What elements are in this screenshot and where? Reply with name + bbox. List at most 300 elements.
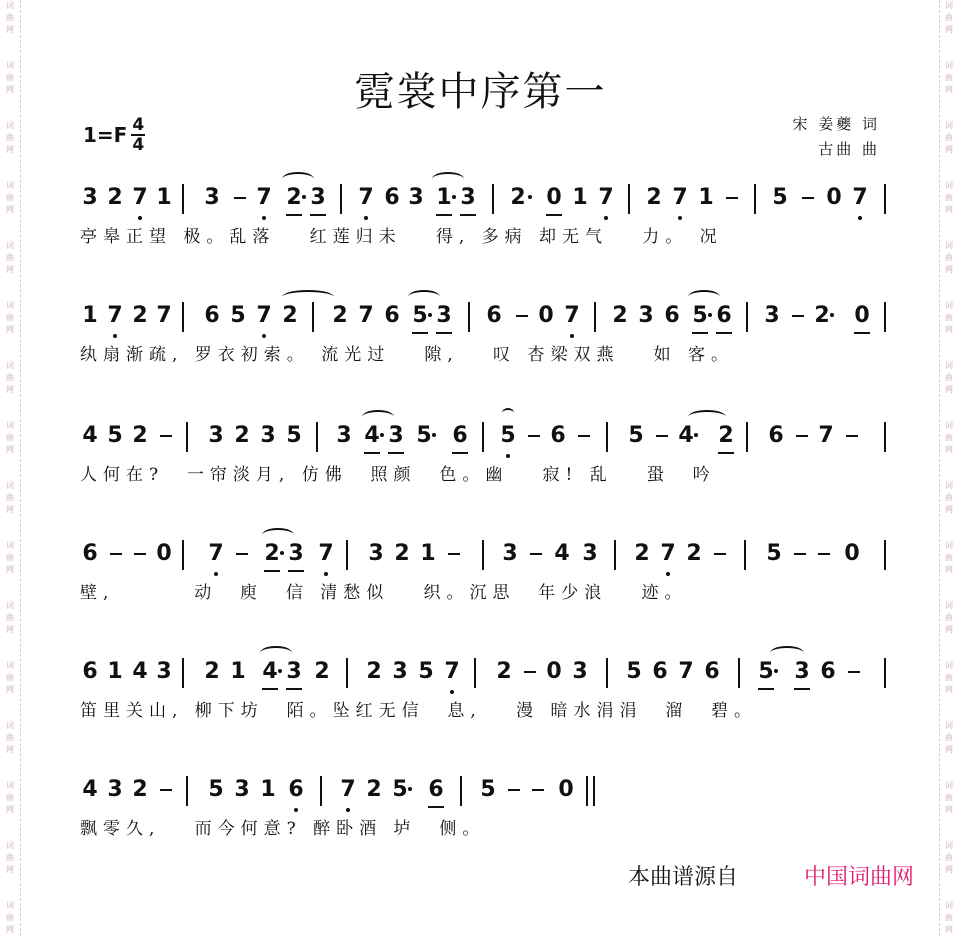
bar-line: [346, 540, 348, 570]
note: 5: [418, 659, 434, 684]
song-title: 霓裳中序第一: [354, 69, 607, 115]
note: 7: [678, 659, 694, 684]
note: 6: [82, 659, 98, 684]
note: 4: [362, 420, 382, 452]
time-signature: [131, 116, 145, 154]
note: 7: [596, 182, 616, 214]
bar-line: [186, 422, 188, 452]
note: 5: [756, 656, 776, 688]
watermark-char: 网: [945, 925, 953, 934]
note-dash: [794, 553, 806, 555]
watermark-mark: [2, 900, 18, 936]
bar-line: [482, 422, 484, 452]
note: 2: [510, 185, 526, 210]
watermark-mark: [941, 120, 957, 180]
note-dash: [714, 553, 726, 555]
watermark-char: 词: [6, 781, 14, 790]
note: 3: [156, 659, 172, 684]
lyricist-credit: 宋 姜夔 词: [792, 115, 880, 133]
note: 1: [260, 777, 276, 802]
bar-line: [492, 184, 494, 214]
bar-line: [320, 776, 322, 806]
watermark-char: 词: [945, 61, 953, 70]
lyrics-line: 飘零久, 而今何意? 醉卧酒 垆 侧。: [80, 819, 486, 839]
watermark-char: 词: [6, 601, 14, 610]
note: 3: [502, 541, 518, 566]
watermark-char: 曲: [945, 673, 953, 682]
tie-arc: [688, 410, 726, 424]
note: 3: [434, 300, 454, 332]
bar-line: [312, 302, 314, 332]
bar-line: [884, 302, 886, 332]
note: 2: [634, 541, 650, 566]
watermark-char: 网: [945, 685, 953, 694]
bar-line: [182, 184, 184, 214]
note: 3: [284, 656, 304, 688]
watermark-char: 词: [6, 541, 14, 550]
watermark-char: 网: [945, 205, 953, 214]
score-system: [0, 538, 961, 618]
note: 6: [486, 303, 502, 328]
note-dash: [818, 553, 830, 555]
time-bottom: 4: [132, 135, 145, 155]
watermark-char: 网: [6, 385, 14, 394]
note-dash: [236, 553, 248, 555]
note: 7: [206, 538, 226, 570]
note: 1: [107, 659, 123, 684]
watermark-char: 曲: [945, 313, 953, 322]
watermark-char: 曲: [6, 673, 14, 682]
watermark-char: 曲: [6, 733, 14, 742]
watermark-char: 网: [6, 445, 14, 454]
note-dash: [516, 315, 528, 317]
note: 0: [544, 182, 564, 214]
note: 5: [416, 423, 432, 448]
note: 3: [208, 423, 224, 448]
note-dash: [656, 435, 668, 437]
note: 5: [498, 420, 518, 452]
tie-arc: [260, 646, 292, 660]
watermark-char: 曲: [6, 433, 14, 442]
bar-line: [340, 184, 342, 214]
fermata-mark: [502, 408, 514, 418]
note: 6: [704, 659, 720, 684]
watermark-char: 曲: [945, 493, 953, 502]
lyrics-line: 人何在? 一帘淡月, 仿佛 照颜 色。幽 寂! 乱 蛩 吟: [80, 465, 716, 485]
note: 5: [230, 303, 246, 328]
note: 6: [82, 541, 98, 566]
watermark-char: 曲: [945, 613, 953, 622]
tie-arc: [432, 172, 464, 186]
note: 0: [852, 300, 872, 332]
watermark-char: 词: [6, 181, 14, 190]
watermark-char: 曲: [6, 553, 14, 562]
bar-line: [744, 540, 746, 570]
note: 7: [358, 303, 374, 328]
watermark-char: 曲: [6, 793, 14, 802]
watermark-char: 曲: [6, 853, 14, 862]
note-dash: [802, 197, 814, 199]
note-dash: [848, 671, 860, 673]
note: 3: [458, 182, 478, 214]
note: 6: [286, 774, 306, 806]
watermark-char: 网: [6, 685, 14, 694]
note: 4: [132, 659, 148, 684]
note: 2: [262, 538, 282, 570]
key-label: 1=F: [83, 123, 128, 147]
lyrics-line: 笛里关山, 柳下坊 陌。坠红无信 息, 漫 暗水涓涓 溜 碧。: [80, 701, 758, 721]
augmentation-dot: [380, 433, 384, 437]
note-dash: [528, 435, 540, 437]
note: 1: [82, 303, 98, 328]
watermark-char: 曲: [6, 613, 14, 622]
watermark-char: 网: [6, 265, 14, 274]
watermark-char: 网: [6, 865, 14, 874]
note: 3: [286, 538, 306, 570]
note: 2: [132, 777, 148, 802]
note: 3: [764, 303, 780, 328]
note: 2: [394, 541, 410, 566]
note: 3: [260, 423, 276, 448]
note: 3: [386, 420, 406, 452]
augmentation-dot: [428, 313, 432, 317]
note: 7: [316, 538, 336, 570]
bar-line: [606, 422, 608, 452]
note: 7: [356, 182, 376, 214]
watermark-char: 网: [6, 925, 14, 934]
watermark-char: 网: [945, 145, 953, 154]
note-dash: [508, 789, 520, 791]
score-system: [0, 182, 961, 262]
note: 0: [538, 303, 554, 328]
note: 3: [572, 659, 588, 684]
note: 1: [698, 185, 714, 210]
watermark-char: 曲: [945, 193, 953, 202]
augmentation-dot: [694, 433, 698, 437]
notation-line: [0, 182, 961, 222]
augmentation-dot: [774, 669, 778, 673]
bar-line: [182, 302, 184, 332]
watermark-char: 词: [945, 181, 953, 190]
lyrics-line: 壁, 动 庾 信 清愁似 织。沉思 年少浪 迹。: [80, 583, 688, 603]
note: 2: [366, 777, 382, 802]
notation-line: [0, 300, 961, 340]
note: 6: [820, 659, 836, 684]
note-dash: [234, 197, 246, 199]
watermark-char: 网: [6, 145, 14, 154]
note: 3: [408, 185, 424, 210]
watermark-char: 网: [945, 505, 953, 514]
watermark-mark: [941, 900, 957, 936]
tie-arc: [770, 646, 804, 660]
note: 3: [308, 182, 328, 214]
bar-line: [346, 658, 348, 688]
notation-line: [0, 420, 961, 460]
note-dash: [532, 789, 544, 791]
bar-line: [460, 776, 462, 806]
note: 2: [314, 659, 330, 684]
watermark-char: 词: [945, 661, 953, 670]
watermark-char: 网: [945, 805, 953, 814]
watermark-char: 词: [945, 421, 953, 430]
watermark-char: 词: [945, 601, 953, 610]
watermark-mark: [941, 0, 957, 60]
tie-arc: [408, 290, 440, 304]
watermark-char: 曲: [6, 373, 14, 382]
note: 3: [638, 303, 654, 328]
notation-line: [0, 656, 961, 696]
note: 4: [82, 777, 98, 802]
watermark-char: 曲: [945, 373, 953, 382]
bar-line: [884, 540, 886, 570]
note: 5: [107, 423, 123, 448]
credits: [760, 112, 880, 162]
score-system: [0, 656, 961, 736]
watermark-char: 词: [6, 361, 14, 370]
watermark-char: 词: [945, 121, 953, 130]
watermark-char: 词: [6, 721, 14, 730]
bar-line: [474, 658, 476, 688]
note: 7: [338, 774, 358, 806]
watermark-char: 曲: [6, 193, 14, 202]
note: 2: [646, 185, 662, 210]
watermark-char: 曲: [6, 253, 14, 262]
augmentation-dot: [452, 195, 456, 199]
watermark-char: 网: [6, 25, 14, 34]
note: 5: [628, 423, 644, 448]
watermark-char: 网: [6, 325, 14, 334]
note: 2: [132, 423, 148, 448]
note-dash: [792, 315, 804, 317]
note: 6: [714, 300, 734, 332]
note: 5: [480, 777, 496, 802]
note: 6: [664, 303, 680, 328]
time-top: 4: [132, 115, 145, 135]
note: 0: [546, 659, 562, 684]
note: 7: [130, 182, 150, 214]
augmentation-dot: [280, 551, 284, 555]
watermark-char: 曲: [945, 433, 953, 442]
note: 6: [652, 659, 668, 684]
note: 2: [612, 303, 628, 328]
bar-line: [754, 184, 756, 214]
augmentation-dot: [432, 433, 436, 437]
watermark-char: 曲: [6, 73, 14, 82]
watermark-char: 网: [6, 565, 14, 574]
watermark-char: 词: [945, 721, 953, 730]
note-dash: [134, 553, 146, 555]
note: 7: [658, 538, 678, 570]
watermark-char: 曲: [945, 853, 953, 862]
note: 2: [814, 303, 830, 328]
note-dash: [796, 435, 808, 437]
note: 2: [132, 303, 148, 328]
note: 1: [434, 182, 454, 214]
note: 0: [826, 185, 842, 210]
score-system: [0, 774, 961, 854]
note: 3: [582, 541, 598, 566]
note: 6: [384, 303, 400, 328]
bar-line: [468, 302, 470, 332]
bar-line: [884, 658, 886, 688]
note: 3: [82, 185, 98, 210]
note: 2: [496, 659, 512, 684]
source-label: 本曲谱源自: [628, 865, 739, 890]
watermark-char: 网: [945, 385, 953, 394]
bar-line: [746, 302, 748, 332]
watermark-char: 曲: [945, 793, 953, 802]
note-dash: [530, 553, 542, 555]
note: 5: [766, 541, 782, 566]
bar-line: [182, 540, 184, 570]
watermark-char: 曲: [6, 913, 14, 922]
watermark-char: 网: [945, 565, 953, 574]
watermark-mark: [2, 0, 18, 60]
tie-arc: [362, 410, 394, 424]
watermark-char: 词: [945, 241, 953, 250]
watermark-char: 词: [945, 1, 953, 10]
watermark-char: 词: [6, 421, 14, 430]
note: 3: [792, 656, 812, 688]
note: 5: [392, 777, 408, 802]
score-system: [0, 420, 961, 500]
bar-line: [482, 540, 484, 570]
watermark-char: 曲: [945, 733, 953, 742]
site-link[interactable]: 中国词曲网: [804, 865, 915, 890]
watermark-char: 词: [945, 361, 953, 370]
bar-line: [606, 658, 608, 688]
note: 7: [254, 182, 274, 214]
note: 2: [204, 659, 220, 684]
note: 4: [260, 656, 280, 688]
note-dash: [160, 435, 172, 437]
note: 4: [678, 423, 694, 448]
note-dash: [110, 553, 122, 555]
note-dash: [448, 553, 460, 555]
augmentation-dot: [830, 313, 834, 317]
note: 2: [686, 541, 702, 566]
note: 1: [420, 541, 436, 566]
watermark-char: 网: [945, 325, 953, 334]
note: 3: [204, 185, 220, 210]
note: 5: [208, 777, 224, 802]
note: 3: [392, 659, 408, 684]
tie-arc: [262, 528, 294, 542]
note: 7: [156, 303, 172, 328]
lyrics-line: 纨扇渐疏, 罗衣初索。 流光过 隙, 叹 杏梁双燕 如 客。: [80, 345, 735, 365]
bar-line: [186, 776, 188, 806]
note-dash: [160, 789, 172, 791]
note-dash: [726, 197, 738, 199]
lyrics-line: 亭皋正望 极。乱落 红莲归未 得, 多病 却无气 力。 况: [80, 227, 723, 247]
bar-line: [884, 184, 886, 214]
final-bar-line: [586, 776, 595, 806]
note: 1: [156, 185, 172, 210]
note: 3: [336, 423, 352, 448]
watermark-char: 词: [6, 61, 14, 70]
watermark-char: 词: [6, 841, 14, 850]
augmentation-dot: [278, 669, 282, 673]
note: 7: [850, 182, 870, 214]
note: 6: [426, 774, 446, 806]
watermark-char: 词: [945, 301, 953, 310]
note: 2: [332, 303, 348, 328]
watermark-char: 曲: [945, 913, 953, 922]
bar-line: [316, 422, 318, 452]
note: 4: [554, 541, 570, 566]
note: 3: [234, 777, 250, 802]
bar-line: [746, 422, 748, 452]
watermark-char: 词: [945, 901, 953, 910]
note: 6: [450, 420, 470, 452]
note: 2: [716, 420, 736, 452]
bar-line: [182, 658, 184, 688]
notation-line: [0, 538, 961, 578]
score-system: [0, 300, 961, 380]
bar-line: [594, 302, 596, 332]
note: 0: [156, 541, 172, 566]
note: 5: [286, 423, 302, 448]
watermark-char: 词: [6, 901, 14, 910]
bar-line: [738, 658, 740, 688]
watermark-char: 词: [6, 121, 14, 130]
note-dash: [846, 435, 858, 437]
watermark-mark: [2, 120, 18, 180]
note: 7: [254, 300, 274, 332]
key-signature: [83, 116, 145, 154]
watermark-char: 曲: [6, 313, 14, 322]
watermark-char: 网: [6, 625, 14, 634]
note: 3: [368, 541, 384, 566]
watermark-char: 曲: [945, 253, 953, 262]
note: 2: [282, 303, 298, 328]
watermark-char: 曲: [945, 133, 953, 142]
tie-arc: [688, 290, 720, 304]
watermark-char: 网: [6, 805, 14, 814]
watermark-char: 词: [945, 481, 953, 490]
watermark-char: 网: [6, 85, 14, 94]
note-dash: [524, 671, 536, 673]
note: 2: [284, 182, 304, 214]
note: 1: [230, 659, 246, 684]
watermark-char: 词: [6, 661, 14, 670]
watermark-char: 网: [945, 445, 953, 454]
note: 2: [366, 659, 382, 684]
watermark-char: 曲: [945, 73, 953, 82]
watermark-char: 词: [945, 841, 953, 850]
notation-line: [0, 774, 961, 814]
note: 6: [384, 185, 400, 210]
note: 4: [82, 423, 98, 448]
note: 3: [107, 777, 123, 802]
watermark-char: 词: [6, 481, 14, 490]
note: 7: [670, 182, 690, 214]
note: 7: [105, 300, 125, 332]
watermark-char: 词: [6, 1, 14, 10]
watermark-char: 词: [945, 781, 953, 790]
bar-line: [614, 540, 616, 570]
note: 2: [234, 423, 250, 448]
watermark-char: 曲: [6, 493, 14, 502]
watermark-char: 曲: [6, 133, 14, 142]
note: 1: [572, 185, 588, 210]
watermark-char: 网: [945, 85, 953, 94]
watermark-char: 词: [6, 301, 14, 310]
note: 7: [442, 656, 462, 688]
watermark-char: 网: [6, 205, 14, 214]
augmentation-dot: [708, 313, 712, 317]
watermark-char: 曲: [945, 13, 953, 22]
